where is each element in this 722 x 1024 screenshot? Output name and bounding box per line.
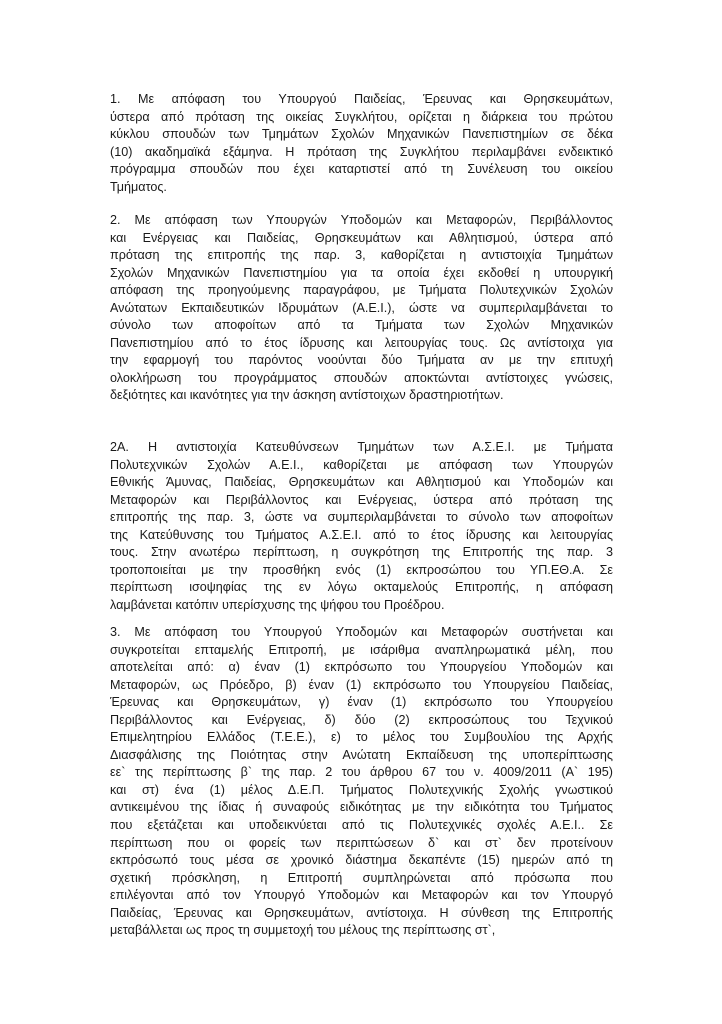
- text-line: τροποποιείται με την προσθήκη ενός (1) εκπροσώπου του ΥΠ.ΕΘ.Α. Σε: [110, 562, 613, 577]
- text-line: (10) ακαδημαϊκά εξάμηνα. Η πρόταση της Συγκλήτου περιλαμβάνει ενδεικτικό: [110, 144, 613, 159]
- text-line: περίπτωση που οι φορείς των περιπτώσεων δ` και στ` δεν προτείνουν: [110, 835, 613, 850]
- text-line: πρόταση της επιτροπής της παρ. 3, καθορίζεται η αντιστοιχία Τμημάτων: [110, 248, 613, 263]
- paragraph-2: [110, 212, 613, 405]
- text-line: Διασφάλισης της Ποιότητας στην Ανώτατη Εκπαίδευση της υποπερίπτωσης: [110, 747, 613, 762]
- text-line: 1. Με απόφαση του Υπουργού Παιδείας, Έρευνας και Θρησκευμάτων,: [110, 92, 613, 106]
- text-line: μεταβάλλεται ως προς τη συμμετοχή του μέλους της περίπτωσης στ`,: [110, 923, 496, 938]
- text-line: και στ) ένα (1) μέλος Δ.Ε.Π. Τμήματος Πολυτεχνικής Σχολής γνωστικού: [110, 782, 613, 797]
- text-line: ύστερα από πρόταση της οικείας Συγκλήτου, ορίζεται η διάρκεια του πρώτου: [110, 109, 613, 124]
- text-line: Εθνικής Άμυνας, Παιδείας, Θρησκευμάτων και Αθλητισμού και Υποδομών και: [110, 475, 613, 490]
- text-line: λαμβάνεται κατόπιν υπερίσχυσης της ψήφου του Προέδρου.: [110, 597, 445, 612]
- text-line: επιλέγονται από τον Υπουργό Υποδομών και Μεταφορών και τον Υπουργό: [110, 888, 613, 903]
- text-line: και Ενέργειας και Παιδείας, Θρησκευμάτων και Αθλητισμού, ύστερα από: [110, 230, 613, 245]
- text-line: Επιμελητηρίου Ελλάδος (Τ.Ε.Ε.), ε) το μέλος του Συμβουλίου της Αρχής: [110, 730, 613, 745]
- text-line: Έρευνας και Θρησκευμάτων, γ) έναν (1) εκπρόσωπο του Υπουργείου: [110, 695, 613, 710]
- text-line: Σχολών Μηχανικών Πανεπιστημίου για τα οποία έχει εκδοθεί η υπουργική: [110, 265, 613, 280]
- text-line: κύκλου σπουδών των Τμημάτων Σχολών Μηχανικών Πανεπιστημίων σε δέκα: [110, 127, 613, 142]
- text-line: τους. Στην ανωτέρω περίπτωση, η συγκρότηση της Επιτροπής της παρ. 3: [110, 545, 613, 560]
- text-line: 3. Με απόφαση του Υπουργού Υποδομών και Μεταφορών συστήνεται και: [110, 625, 613, 639]
- paragraph-2a: [110, 439, 613, 614]
- text-line: πρόγραμμα σπουδών που έχει καταρτιστεί από τη Συνέλευση του οικείου: [110, 162, 613, 177]
- text-line: εε` της περίπτωσης β` της παρ. 2 του άρθρου 67 του ν. 4009/2011 (Α` 195): [110, 765, 613, 780]
- text-line: επιτροπής της παρ. 3, ώστε να συμπεριλαμβάνεται το σύνολο των αποφοίτων: [110, 510, 613, 525]
- text-line: περίπτωση ισοψηφίας της εν λόγω οκταμελούς Επιτροπής, η απόφαση: [110, 580, 613, 595]
- text-line: 2Α. Η αντιστοιχία Κατευθύνσεων Τμημάτων των Α.Σ.Ε.Ι. με Τμήματα: [110, 440, 613, 454]
- text-line: Περιβάλλοντος και Ενέργειας, δ) δύο (2) εκπροσώπους του Τεχνικού: [110, 712, 613, 727]
- text-line: 2. Με απόφαση των Υπουργών Υποδομών και Μεταφορών, Περιβάλλοντος: [110, 213, 613, 227]
- text-line: αντικειμένου της ίδιας ή συναφούς ειδικότητας με την ειδικότητα του Τμήματος: [110, 800, 613, 815]
- text-line: απόφαση της προηγούμενης παραγράφου, με Τμήματα Πολυτεχνικών Σχολών: [110, 283, 613, 298]
- text-line: Ανώτατων Εκπαιδευτικών Ιδρυμάτων (Α.Ε.Ι.), ώστε να συμπεριλαμβάνεται το: [110, 300, 613, 315]
- text-line: Μεταφορών και Περιβάλλοντος και Ενέργειας, ύστερα από πρόταση της: [110, 492, 613, 507]
- text-line: Τμήματος.: [110, 179, 167, 194]
- text-line: Μεταφορών, ως Πρόεδρο, β) έναν (1) εκπρόσωπο του Υπουργείου Παιδείας,: [110, 677, 613, 692]
- text-line: την εφαρμογή του παρόντος νοούνται δύο Τμήματα αν με την επιτυχή: [110, 353, 613, 368]
- text-line: Πολυτεχνικών Σχολών Α.Ε.Ι., καθορίζεται με απόφαση των Υπουργών: [110, 457, 613, 472]
- text-line: που εξετάζεται και υποδεικνύεται από τις Πολυτεχνικές σχολές Α.Ε.Ι.. Σε: [110, 818, 613, 833]
- text-line: Πανεπιστημίου από το έτος ίδρυσης και λειτουργίας τους. Ως αντίστοιχα για: [110, 335, 613, 350]
- text-line: ολοκλήρωση του προγράμματος σπουδών αποκτώνται αντίστοιχες γνώσεις,: [110, 370, 613, 385]
- text-line: σχετική πρόσκληση, η Επιτροπή συμπληρώνεται από πρόσωπα που: [110, 870, 613, 885]
- text-line: της Κατεύθυνσης του Τμήματος Α.Σ.Ε.Ι. από το έτος ίδρυσης και λειτουργίας: [110, 527, 613, 542]
- paragraph-3: [110, 624, 613, 940]
- text-line: αποτελείται από: α) έναν (1) εκπρόσωπο του Υπουργείου Υποδομών και: [110, 660, 613, 675]
- text-line: σύνολο των αποφοίτων από τα Τμήματα των Σχολών Μηχανικών: [110, 318, 613, 333]
- text-line: Παιδείας, Έρευνας και Θρησκευμάτων, αντίστοιχα. Η σύνθεση της Επιτροπής: [110, 905, 613, 920]
- paragraph-1: [110, 91, 613, 196]
- text-line: δεξιότητες και ικανότητες για την άσκηση αντίστοιχων δραστηριοτήτων.: [110, 388, 504, 403]
- text-line: συγκροτείται επταμελής Επιτροπή, με ισάριθμα αναπληρωματικά μέλη, που: [110, 642, 613, 657]
- text-line: εκπρόσωπό τους μέσα σε χρονικό διάστημα δεκαπέντε (15) ημερών από τη: [110, 853, 613, 868]
